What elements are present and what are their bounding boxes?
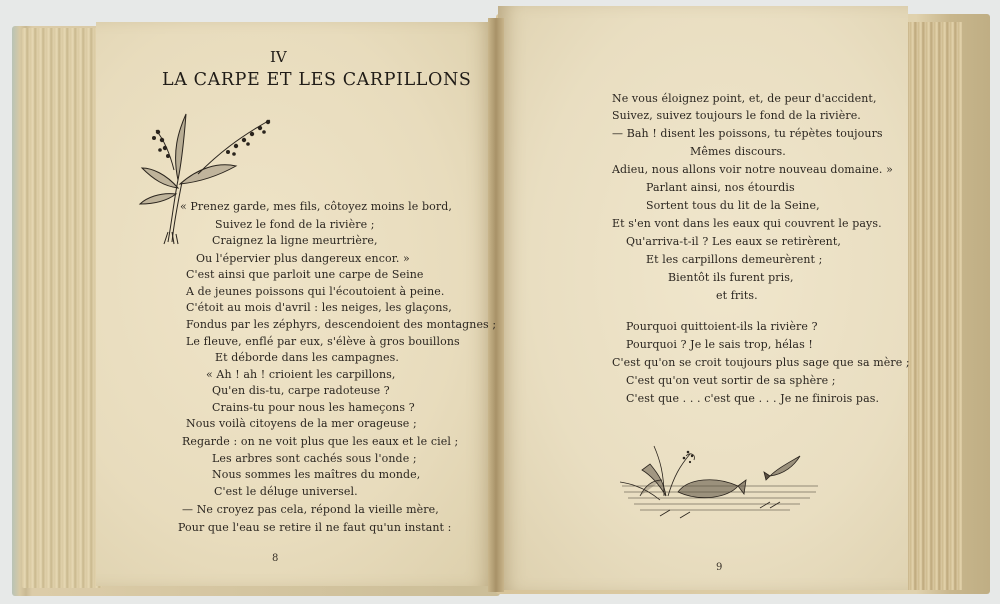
poem-line: Bientôt ils furent pris, — [668, 271, 794, 284]
poem-line: Adieu, nous allons voir notre nouveau domaine. » — [612, 163, 893, 176]
poem-line: C'est ainsi que parloit une carpe de Seine — [186, 268, 424, 281]
poem-line: C'étoit au mois d'avril : les neiges, les glaçons, — [186, 301, 452, 314]
poem-line: Qu'en dis-tu, carpe radoteuse ? — [212, 384, 390, 397]
poem-line: Ou l'épervier plus dangereux encor. » — [196, 252, 410, 265]
poem-line: Pourquoi ? Je le sais trop, hélas ! — [626, 338, 813, 351]
poem-line: Suivez le fond de la rivière ; — [215, 218, 375, 231]
chapter-title: LA CARPE ET LES CARPILLONS — [162, 70, 472, 90]
poem-line: « Ah ! ah ! crioient les carpillons, — [206, 368, 396, 381]
poem-line: Ne vous éloignez point, et, de peur d'accident, — [612, 92, 877, 105]
poem-line: Craignez la ligne meurtrière, — [212, 234, 378, 247]
poem-line: Qu'arriva-t-il ? Les eaux se retirèrent, — [626, 235, 841, 248]
page-edges-left — [22, 28, 102, 588]
poem-line: Nous voilà citoyens de la mer orageuse ; — [186, 417, 417, 430]
poem-line: Regarde : on ne voit plus que les eaux et le ciel ; — [182, 435, 459, 448]
poem-line: — Bah ! disent les poissons, tu répètes toujours — [612, 127, 883, 140]
poem-line: et frits. — [716, 289, 758, 302]
poem-line: C'est qu'on veut sortir de sa sphère ; — [626, 374, 836, 387]
poem-line: Les arbres sont cachés sous l'onde ; — [212, 452, 417, 465]
page-number-left: 8 — [272, 553, 279, 564]
poem-line: Et s'en vont dans les eaux qui couvrent le pays. — [612, 217, 882, 230]
poem-line: Pourquoi quittoient-ils la rivière ? — [626, 320, 818, 333]
poem-line: Crains-tu pour nous les hameçons ? — [212, 401, 415, 414]
page-number-right: 9 — [716, 562, 723, 573]
poem-line: Et les carpillons demeurèrent ; — [646, 253, 823, 266]
fish-vignette-illustration — [620, 436, 820, 528]
poem-line: C'est que . . . c'est que . . . Je ne finirois pas. — [626, 392, 880, 405]
poem-line: — Ne croyez pas cela, répond la vieille mère, — [182, 503, 439, 516]
poem-line: Suivez, suivez toujours le fond de la rivière. — [612, 109, 861, 122]
poem-line: « Prenez garde, mes fils, côtoyez moins le bord, — [180, 200, 452, 213]
poem-line: Pour que l'eau se retire il ne faut qu'un instant : — [178, 521, 452, 534]
poem-line: Et déborde dans les campagnes. — [215, 351, 399, 364]
poem-line: Parlant ainsi, nos étourdis — [646, 181, 795, 194]
chapter-number: IV — [270, 48, 287, 66]
page-edges-right — [902, 22, 962, 590]
poem-line: C'est qu'on se croit toujours plus sage que sa mère ; — [612, 356, 910, 369]
poem-line: C'est le déluge universel. — [214, 485, 358, 498]
poem-line: Nous sommes les maîtres du monde, — [212, 468, 421, 481]
poem-line: Sortent tous du lit de la Seine, — [646, 199, 820, 212]
poem-line: Mêmes discours. — [690, 145, 786, 158]
poem-line: Fondus par les zéphyrs, descendoient des montagnes ; — [186, 318, 497, 331]
poem-line: Le fleuve, enflé par eux, s'élève à gros bouillons — [186, 335, 460, 348]
poem-line: A de jeunes poissons qui l'écoutoient à peine. — [186, 285, 445, 298]
book-gutter — [488, 18, 504, 592]
